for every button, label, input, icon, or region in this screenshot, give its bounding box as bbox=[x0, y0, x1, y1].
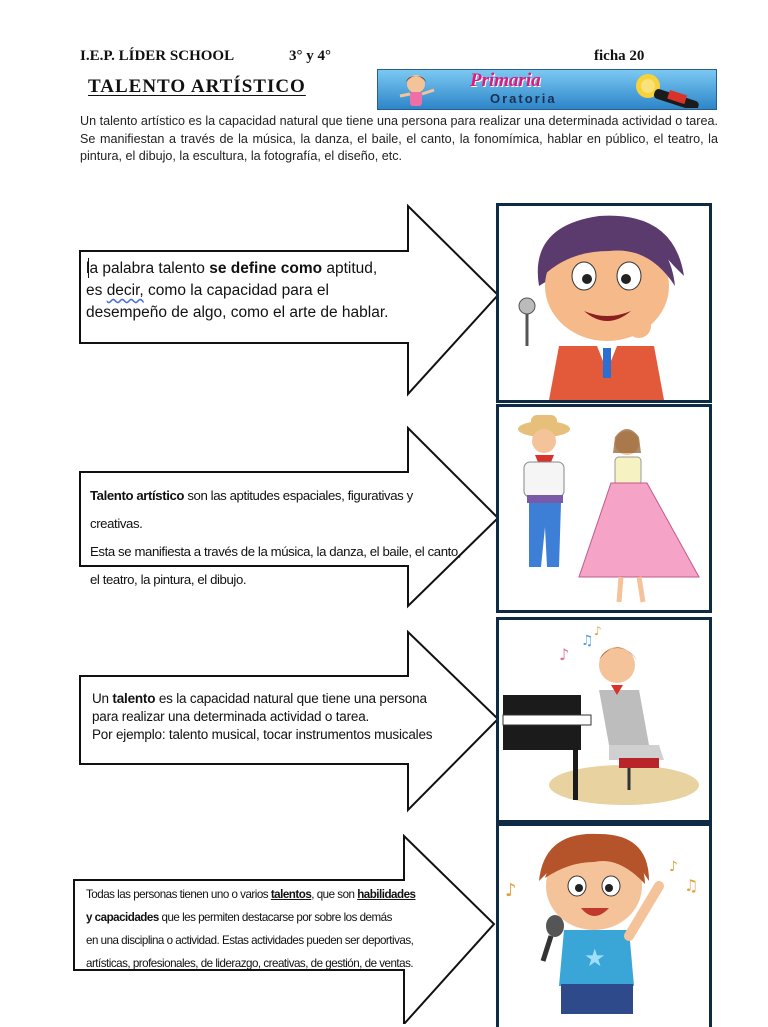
arrow-text-4: Todas las personas tienen uno o varios talentos, que son habilidades y capacidades que les permiten destacarse por sobre los demás en una disciplina o actividad. Estas actividades pueden ser deportivas, artísticas, profesionales, de liderazgo, creativas, de gestión, de ventas. bbox=[86, 888, 416, 970]
grade-label: 3° y 4° bbox=[289, 48, 331, 64]
svg-text:♪: ♪ bbox=[559, 645, 570, 664]
svg-text:♫: ♫ bbox=[684, 876, 699, 895]
dancing-couple-illustration bbox=[496, 404, 712, 613]
banner-primaria: Primaria bbox=[470, 70, 541, 91]
svg-text:♫: ♫ bbox=[581, 633, 594, 649]
singing-kid-illustration bbox=[496, 823, 712, 1027]
svg-text:♪: ♪ bbox=[594, 624, 602, 638]
arrow-text-2: Talento artístico son las aptitudes espaciales, figurativas y creativas. Esta se manifiesta a través de la música, la danza, el baile, el canto, el teatro, la pintura, el dibujo. bbox=[90, 488, 462, 587]
arrow-text-1: la palabra talento se define como aptitud, es decir, como la capacidad para el desempeño de algo, como el arte de hablar. bbox=[86, 260, 389, 321]
singer-boy-illustration bbox=[496, 203, 712, 403]
arrow-text-3: Un talento es la capacidad natural que tiene una persona para realizar una determinada actividad o tarea. Por ejemplo: talento musical, tocar instrumentos musicales bbox=[92, 691, 433, 742]
oratory-banner bbox=[377, 69, 717, 110]
dancing-couple-icon bbox=[499, 407, 709, 610]
pianist-boy-illustration bbox=[496, 617, 712, 823]
microphone-icon bbox=[626, 72, 712, 108]
girl-character-icon bbox=[386, 72, 446, 108]
svg-text:♪: ♪ bbox=[669, 859, 678, 875]
page-title: TALENTO ARTÍSTICO bbox=[88, 76, 306, 97]
banner-oratoria: Oratoria bbox=[490, 91, 557, 106]
intro-paragraph: Un talento artístico es la capacidad natural que tiene una persona para realizar una determinada actividad o tarea. Se manifiestan a través de la música, la danza, el baile, el canto, la fonomímica, hablar en público, el teatro, la pintura, el dibujo, la escultura, la fotografía, el diseño, etc. bbox=[80, 114, 718, 163]
svg-text:♪: ♪ bbox=[505, 880, 517, 901]
singing-kid-icon bbox=[499, 826, 709, 1027]
svg-text:★: ★ bbox=[584, 944, 606, 972]
school-name: I.E.P. LÍDER SCHOOL bbox=[80, 48, 235, 64]
pianist-boy-icon bbox=[499, 620, 709, 820]
sheet-number: ficha 20 bbox=[594, 48, 645, 64]
singer-boy-icon bbox=[499, 206, 709, 400]
